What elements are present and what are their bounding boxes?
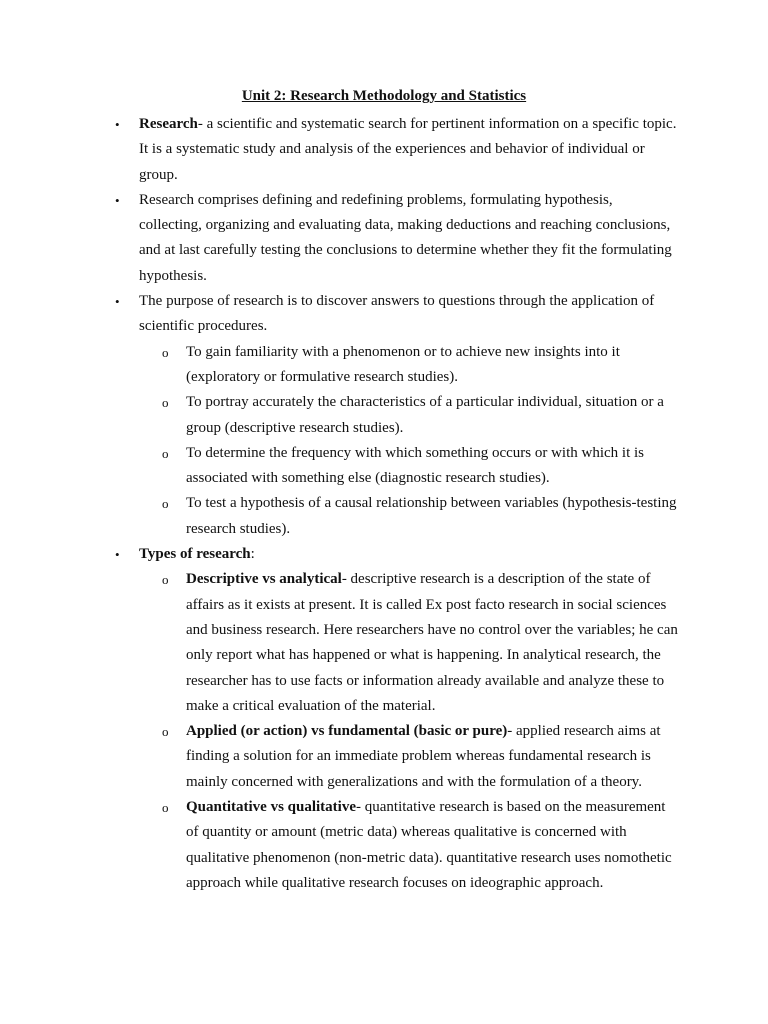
sub-item-text: To portray accurately the characteristics of a particular individual, situation or a group (descriptive research studies). [186, 394, 664, 436]
sub-bullet-icon: o [162, 724, 169, 740]
sub-bullet-icon: o [162, 395, 169, 411]
list-item-research-comprises [115, 188, 679, 289]
sub-item-text: - applied research aims at finding a solution for an immediate problem whereas fundamental research is mainly concerned with generalizations and with the formulation of a theory. [186, 723, 661, 790]
sub-item-term: Descriptive vs analytical [186, 571, 342, 588]
sub-item-text: To gain familiarity with a phenomenon or to achieve new insights into it (exploratory or formulative research studies). [186, 343, 620, 385]
sub-bullet-icon: o [162, 496, 169, 512]
sub-list-item [162, 441, 679, 492]
page-title: Unit 2: Research Methodology and Statistics [241, 88, 527, 104]
item-text: - a scientific and systematic search for pertinent information on a specific topic. It is a systematic study and analysis of the experiences and behavior of individual or group. [139, 116, 677, 183]
item-term: Research [139, 116, 198, 132]
item-text: The purpose of research is to discover answers to questions through the application of scientific procedures. [139, 293, 655, 335]
content-body [115, 112, 679, 896]
sub-item-text: - quantitative research is based on the measurement of quantity or amount (metric data) whereas qualitative is concerned with qualitative phenomenon (non-metric data). quantitative research uses nomothetic approach while qualitative research focuses on ideographic approach. [186, 799, 672, 891]
sub-list-item [162, 340, 679, 391]
item-term: Types of research [139, 546, 251, 563]
bullet-icon: • [115, 547, 120, 563]
bullet-icon: • [115, 117, 120, 132]
item-text: : [250, 546, 255, 563]
sub-list-item-quantitative [162, 795, 679, 896]
sub-list-types [139, 567, 679, 896]
bullet-icon: • [115, 192, 120, 208]
list-item-research-purpose [115, 289, 679, 340]
sub-list-purpose [139, 340, 679, 542]
sub-list-item [162, 390, 679, 441]
sub-item-text: To test a hypothesis of a causal relationship between variables (hypothesis-testing research studies). [186, 495, 677, 537]
sub-list-item-applied [162, 719, 679, 795]
list-item-types-of-research [115, 542, 679, 567]
sub-list-item-descriptive [162, 567, 679, 719]
sub-bullet-icon: o [162, 800, 169, 816]
item-text: Research comprises defining and redefining problems, formulating hypothesis, collecting, organizing and evaluating data, making deductions and reaching conclusions, and at last carefully testing the conclusions to determine whether they fit the formulating hypothesis. [139, 191, 672, 284]
sub-bullet-icon: o [162, 344, 169, 360]
sub-item-term: Applied (or action) vs fundamental (basic or pure) [186, 723, 508, 740]
list-item-research-definition [115, 112, 679, 188]
bullet-icon: • [115, 294, 120, 310]
sub-item-term: Quantitative vs qualitative [186, 799, 357, 816]
sub-list-item [162, 491, 679, 542]
sub-bullet-icon: o [162, 445, 169, 461]
sub-item-text: To determine the frequency with which something occurs or with which it is associated with something else (diagnostic research studies). [186, 444, 645, 487]
sub-bullet-icon: o [162, 572, 169, 588]
sub-item-text: - descriptive research is a description of the state of affairs as it exists at present. It is called Ex post facto research in social sciences and business research. Here researchers have no control over the variables; he can only report what has happened or what is happening. In analytical research, the researcher has to use facts or information already available and analyze these to make a critical evaluation of the material. [186, 571, 678, 714]
